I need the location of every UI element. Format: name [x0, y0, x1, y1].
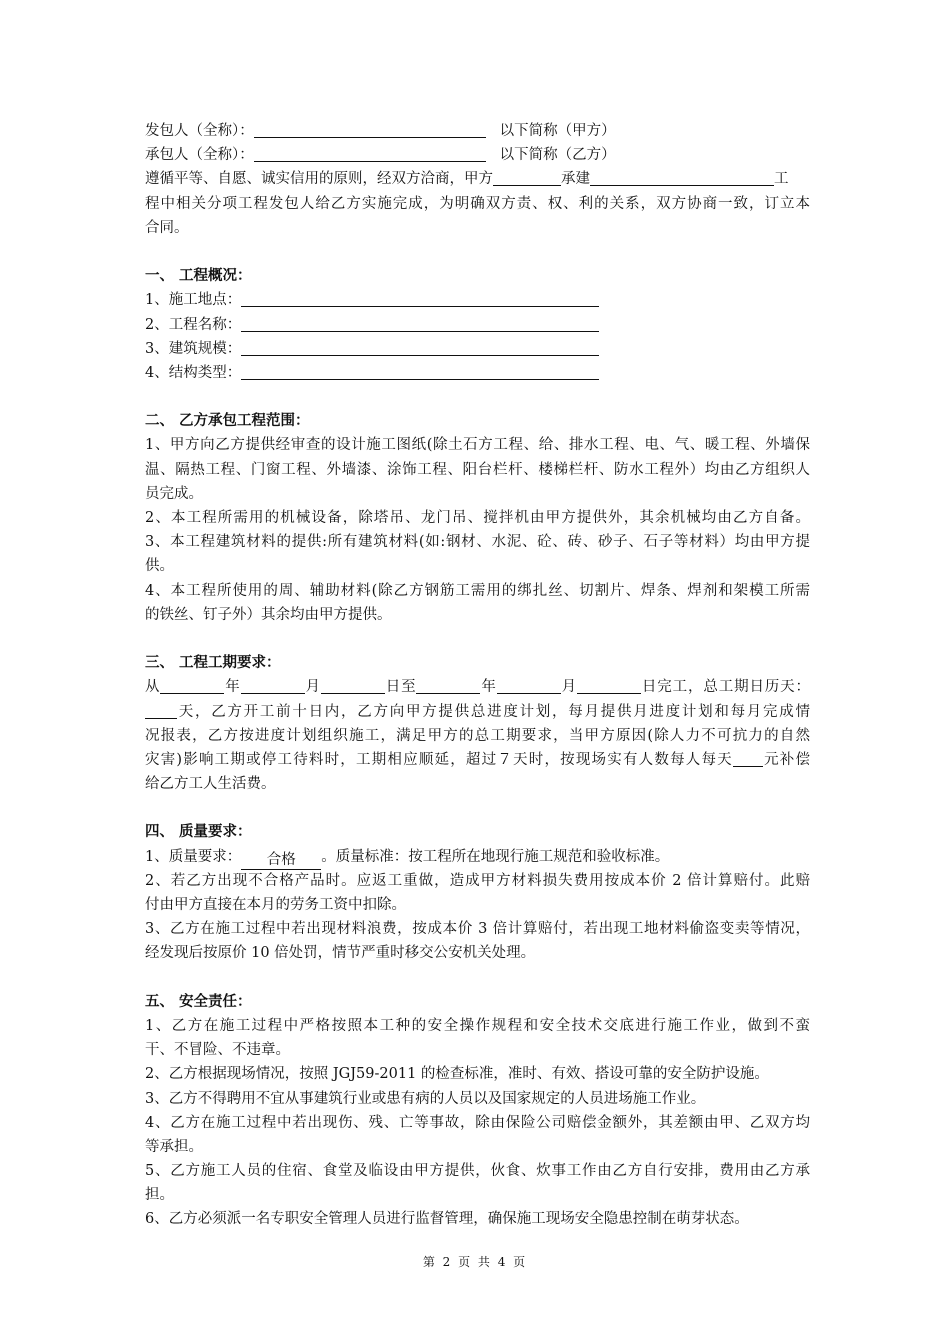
section5-line: 干、不冒险、不违章。 — [145, 1042, 290, 1059]
section2-title: 二、 乙方承包工程范围： — [145, 412, 310, 430]
end-month-blank — [497, 676, 561, 694]
intro-line-2: 程中相关分项工程发包人给乙方实施完成，为明确双方责、权、利的关系，双方协商一致，订立本 — [145, 195, 810, 212]
section2-line: 的铁丝、钉子外）其余均由甲方提供。 — [145, 606, 392, 623]
quality-value: 合格 — [241, 852, 321, 870]
structure-type-blank — [241, 362, 599, 380]
section5-title: 五、 安全责任： — [145, 992, 252, 1010]
section2-line: 供。 — [145, 558, 174, 575]
intro-line-3: 合同。 — [145, 219, 189, 236]
section2-line: 3、本工程建筑材料的提供:所有建筑材料(如:钢材、水泥、砼、砖、砂子、石子等材料）均由甲方提 — [145, 534, 810, 551]
section2-line: 4、本工程所使用的周、辅助材料(除乙方钢筋工需用的绑扎丝、切割片、焊条、焊剂和架模工所需 — [145, 582, 810, 599]
section5-line: 6、乙方必须派一名专职安全管理人员进行监督管理，确保施工现场安全隐患控制在萌芽状态。 — [145, 1211, 749, 1228]
contract-body — [145, 119, 810, 1232]
schedule-line-3: 况报表，乙方按进度计划组织施工，满足甲方的总工期要求，当甲方原因(除人力不可抗力的自然 — [145, 727, 810, 744]
section2-line: 2、本工程所需用的机械设备，除塔吊、龙门吊、搅拌机由甲方提供外，其余机械均由乙方自备。 — [145, 510, 810, 526]
end-day-blank — [577, 676, 641, 694]
end-year-blank — [416, 676, 480, 694]
site-location-blank — [241, 289, 599, 307]
structure-type-line: 4、结构类型： — [145, 361, 810, 385]
section5-line: 5、乙方施工人员的住宿、食堂及临设由甲方提供，伙食、炊事工作由乙方自行安排，费用由乙方承 — [145, 1163, 810, 1180]
schedule-line-2: 天，乙方开工前十日内，乙方向甲方提供总进度计划，每月提供月进度计划和每月完成情 — [145, 700, 810, 724]
section3-title: 三、 工程工期要求： — [145, 654, 281, 672]
total-days-blank — [145, 701, 177, 719]
contractor-blank — [254, 144, 486, 162]
schedule-date-line: 从 年 月 日至 年 月 日完工，总工期日历天： — [145, 675, 810, 699]
section5-line: 2、乙方根据现场情况，按照 JGJ59-2011 的检查标准，准时、有效、搭设可靠的安全防护设施。 — [145, 1066, 769, 1083]
employer-blank — [254, 120, 486, 138]
start-year-blank — [160, 676, 224, 694]
schedule-line-5: 给乙方工人生活费。 — [145, 776, 276, 793]
contractor-line: 承包人（全称）： 以下简称（乙方） — [145, 143, 810, 167]
section5-line: 3、乙方不得聘用不宜从事建筑行业或患有病的人员以及国家规定的人员进场施工作业。 — [145, 1090, 706, 1107]
daily-allowance-blank — [733, 749, 763, 767]
project-name-blank — [241, 314, 599, 332]
section1-title: 一、 工程概况： — [145, 267, 252, 285]
section2-line: 员完成。 — [145, 485, 203, 502]
schedule-line-4: 灾害)影响工期或停工待料时，工期相应顺延，超过７天时，按现场实有人数每人每天 元补偿 — [145, 748, 810, 772]
section4-line: 3、乙方在施工过程中若出现材料浪费，按成本价 3 倍计算赔付，若出现工地材料偷盗变卖等情况， — [145, 921, 810, 938]
start-month-blank — [241, 676, 305, 694]
page-number-footer: 第 2 页 共 4 页 — [422, 1255, 528, 1269]
section4-title: 四、 质量要求： — [145, 823, 252, 841]
intro-blank-2 — [590, 168, 774, 186]
employer-line: 发包人（全称）： 以下简称（甲方） — [145, 119, 810, 143]
section5-line: 担。 — [145, 1187, 174, 1204]
section4-line: 2、若乙方出现不合格产品时。应返工重做，造成甲方材料损失费用按成本价 2 倍计算赔付。此赔 — [145, 872, 810, 889]
section4-line: 经发现后按原价 10 倍处罚，情节严重时移交公安机关处理。 — [145, 945, 536, 962]
section5-line: 4、乙方在施工过程中若出现伤、残、亡等事故，除由保险公司赔偿金额外，其差额由甲、乙双方均 — [145, 1114, 810, 1131]
section2-line: 温、隔热工程、门窗工程、外墙漆、涂饰工程、阳台栏杆、楼梯栏杆、防水工程外）均由乙方组织人 — [145, 461, 810, 478]
section5-line: 等承担。 — [145, 1138, 203, 1155]
intro-line-1: 遵循平等、自愿、诚实信用的原则，经双方洽商，甲方 承建 工 — [145, 167, 810, 191]
project-name-line: 2、工程名称： — [145, 313, 810, 337]
section5-line: 1、乙方在施工过程中严格按照本工种的安全操作规程和安全技术交底进行施工作业，做到不蛮 — [145, 1017, 810, 1034]
intro-blank-1 — [493, 168, 561, 186]
building-scale-line: 3、建筑规模： — [145, 337, 810, 361]
site-location-line: 1、施工地点： — [145, 288, 810, 312]
quality-requirement-line: 1、质量要求： 合格 。质量标准：按工程所在地现行施工规范和验收标准。 — [145, 848, 670, 868]
building-scale-blank — [241, 338, 599, 356]
section2-line: 1、甲方向乙方提供经审查的设计施工图纸(除土石方工程、给、排水工程、电、气、暖工程、外墙保 — [145, 437, 810, 454]
section4-line: 付由甲方直接在本月的劳务工资中扣除。 — [145, 897, 406, 913]
start-day-blank — [321, 676, 385, 694]
